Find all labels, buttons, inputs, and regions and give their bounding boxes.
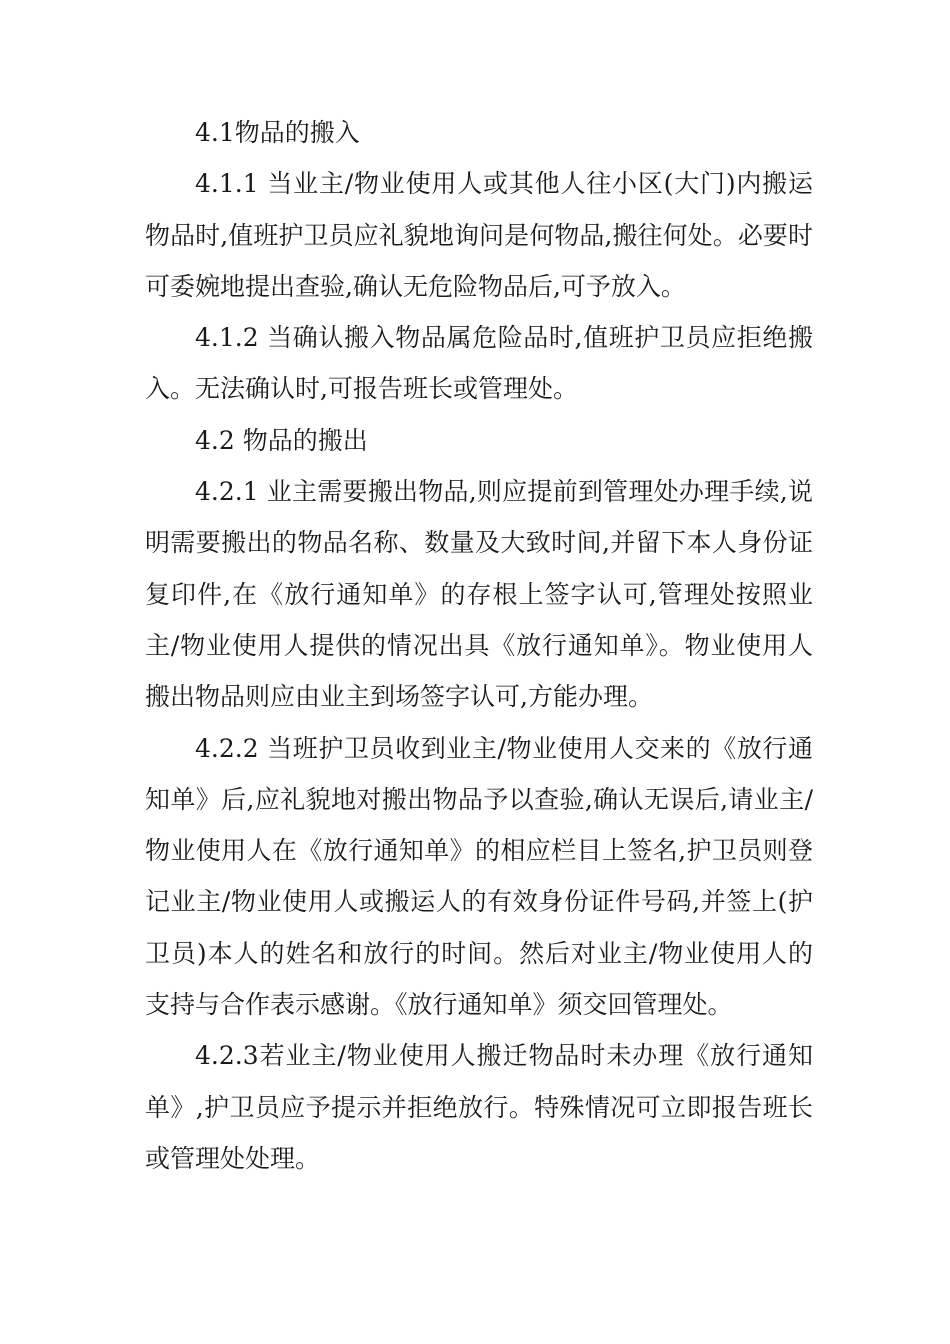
document-body <box>145 107 813 1184</box>
paragraph-4-2-1: 4.2.1 业主需要搬出物品,则应提前到管理处办理手续,说明需要搬出的物品名称、数量及大致时间,并留下本人身份证复印件,在《放行通知单》的存根上签字认可,管理处按照业主/物业使用人提供的情况出具《放行通知单》。物业使用人搬出物品则应由业主到场签字认可,方能办理。 <box>145 477 813 712</box>
paragraph-4-2-3: 4.2.3若业主/物业使用人搬迁物品时未办理《放行通知单》,护卫员应予提示并拒绝放行。特殊情况可立即报告班长或管理处处理。 <box>145 1041 813 1173</box>
paragraph-4-1-1: 4.1.1 当业主/物业使用人或其他人往小区(大门)内搬运物品时,值班护卫员应礼貌地询问是何物品,搬往何处。必要时可委婉地提出查验,确认无危险物品后,可予放入。 <box>145 169 813 301</box>
section-heading-4-1: 4.1物品的搬入 <box>195 118 360 147</box>
paragraph-4-2-2: 4.2.2 当班护卫员收到业主/物业使用人交来的《放行通知单》后,应礼貌地对搬出物品予以查验,确认无误后,请业主/物业使用人在《放行通知单》的相应栏目上签名,护卫员则登记业主/物业使用人或搬运人的有效身份证件号码,并签上(护卫员)本人的姓名和放行的时间。然后对业主/物业使用人的支持与合作表示感谢。《放行通知单》须交回管理处。 <box>145 733 813 1020</box>
section-heading-4-2: 4.2 物品的搬出 <box>195 425 368 455</box>
paragraph-4-1-2: 4.1.2 当确认搬入物品属危险品时,值班护卫员应拒绝搬入。无法确认时,可报告班长或管理处。 <box>145 323 813 404</box>
